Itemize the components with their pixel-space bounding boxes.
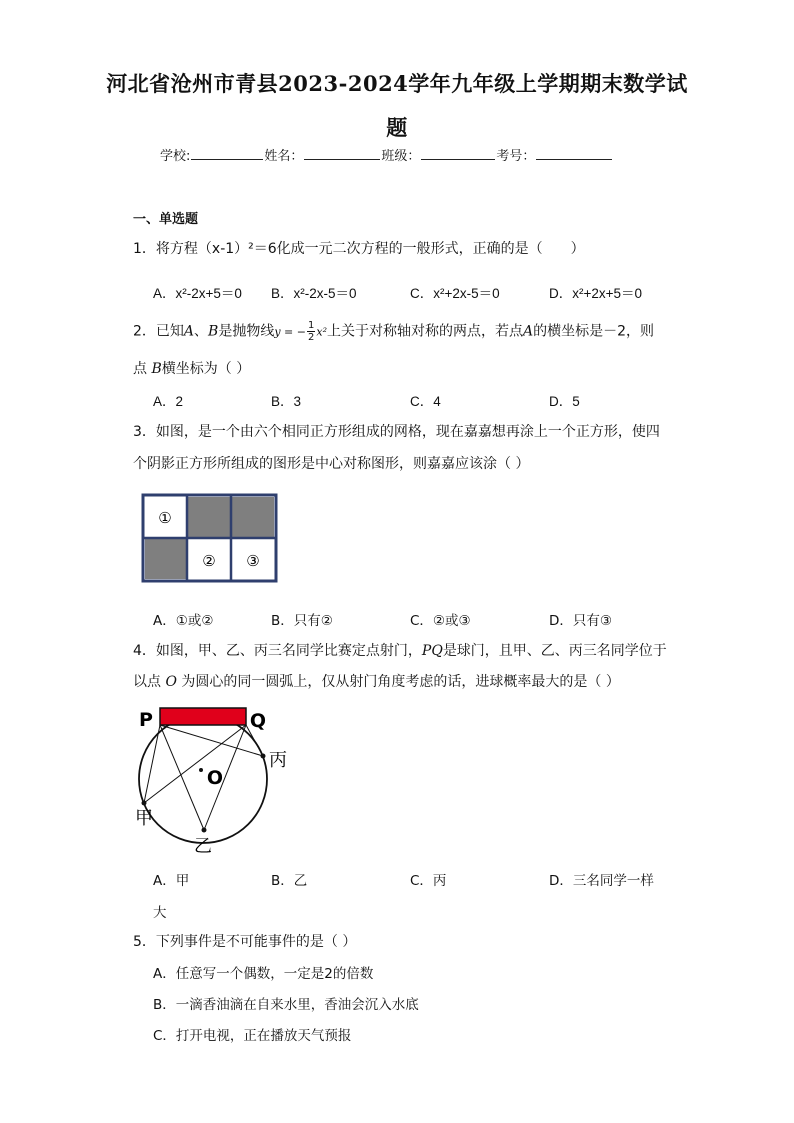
q2-fraction: $\frac{1}{2}$ [308,320,315,343]
q4-stem-line1: 4．如图，甲、乙、丙三名同学比赛定点射门，PQ是球门，且甲、乙、丙三名同学位于 [133,643,667,659]
student-info-line [160,145,613,164]
q4-option-a: A．甲 [153,873,190,889]
q3-stem-line2: 个阴影正方形所组成的图形是中心对称图形，则嘉嘉应该涂（ ） [133,456,530,472]
point-yi [202,828,207,833]
q1-option-d: D．x²+2x+5＝0 [549,286,643,301]
label-q: Q [249,710,267,732]
q4-option-b: B．乙 [271,873,308,889]
q3-option-c: C．②或③ [410,613,471,629]
q1-option-c: C．x²+2x-5＝0 [410,286,500,301]
q2-option-d: D．5 [549,394,580,409]
q2-option-c: C．4 [410,394,441,409]
q4-option-d: D．三名同学一样 [549,873,654,889]
exam-no-blank[interactable] [536,147,612,160]
q2-option-a: A．2 [153,394,184,409]
section-heading: 一、单选题 [133,212,199,227]
label-o: O [206,767,224,789]
q5-option-a: A．任意写一个偶数，一定是2的倍数 [153,966,374,982]
point-bing [261,754,266,759]
grid-cell-label-1: ① [158,509,172,527]
q5-option-c: C．打开电视，正在播放天气预报 [153,1028,352,1044]
grid-cell-shaded [232,497,274,537]
class-blank[interactable] [421,147,495,160]
name-blank[interactable] [304,147,380,160]
q2-option-b: B．3 [271,394,302,409]
q4-option-c: C．丙 [410,873,447,889]
page-title: 河北省沧州市青县2023-2024学年九年级上学期期末数学试 [106,71,688,96]
q5-option-b: B．一滴香油滴在自来水里，香油会沉入水底 [153,997,419,1013]
q5-stem: 5．下列事件是不可能事件的是（ ） [133,934,357,950]
name-label: 姓名： [264,149,304,164]
page-title-cont: 题 [386,115,408,140]
school-blank[interactable] [191,147,263,160]
q3-grid-figure [140,492,280,584]
label-jia: 甲 [135,808,153,829]
q1-option-a: A．x²-2x+5＝0 [153,286,242,301]
label-yi: 乙 [194,836,212,857]
q4-option-d-cont: 大 [153,905,167,921]
q3-option-a: A．①或② [153,613,214,629]
label-p: P [139,709,153,731]
q3-stem-line1: 3．如图，是一个由六个相同正方形组成的网格，现在嘉嘉想再涂上一个正方形，使四 [133,424,660,440]
grid-cell-label-2: ② [202,552,216,570]
label-bing: 丙 [269,750,287,771]
q4-circle-figure [130,700,300,860]
q3-option-d: D．只有③ [549,613,612,629]
q1-option-b: B．x²-2x-5＝0 [271,286,357,301]
grid-cell-shaded [145,539,186,579]
q2-stem-line2: 点 B横坐标为（ ） [133,361,251,377]
q4-stem-line2: 以点 O 为圆心的同一圆弧上，仅从射门角度考虑的话，进球概率最大的是（ ） [133,674,620,690]
goal-pq [160,708,246,725]
q2-stem-line1: 2．已知A、B是抛物线y = − $\frac{1}{2}$ x²上关于对称轴对称的两点，若点A的横坐标是－2，则 [133,320,655,343]
class-label: 班级： [381,149,421,164]
q1-stem: 1．将方程（x-1）²＝6化成一元二次方程的一般形式，正确的是（ ） [133,241,585,257]
school-label: 学校: [160,149,191,164]
grid-cell-shaded [188,497,230,537]
point-jia [142,801,147,806]
exam-no-label: 考号： [496,149,536,164]
q3-option-b: B．只有② [271,613,333,629]
grid-cell-label-3: ③ [246,552,260,570]
point-o [199,768,203,772]
